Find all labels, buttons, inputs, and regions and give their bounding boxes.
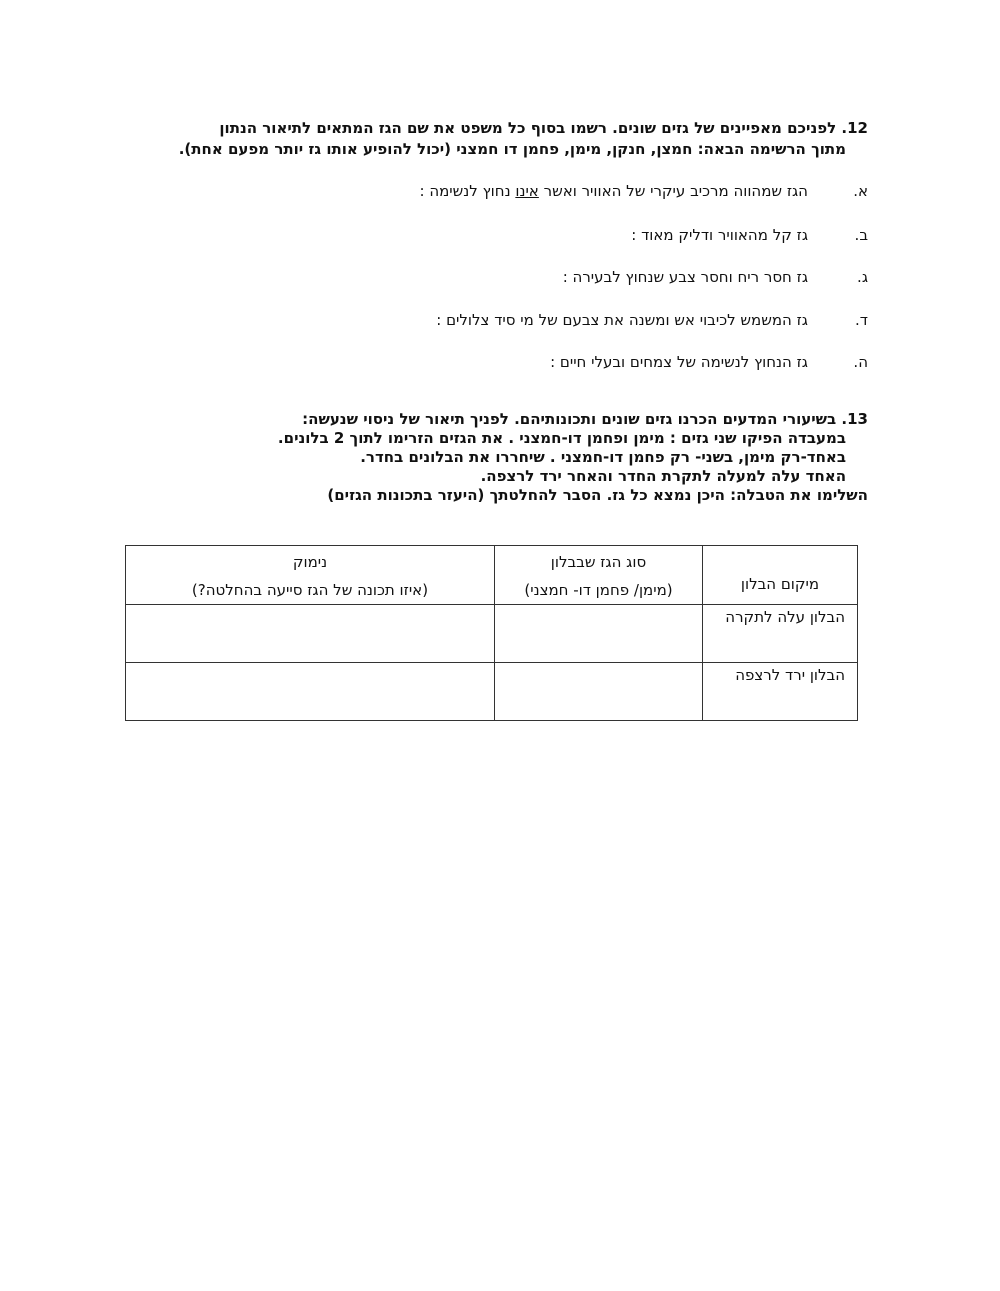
question-12 [148, 118, 868, 160]
question-13-text: בשיעורי המדעים הכרנו גזים שונים ותכונותיהם. לפניך תיאור של ניסוי שנעשה: [302, 410, 837, 428]
header-gas-type: סוג הגז שבבלון [550, 553, 647, 571]
item-letter: ב. [854, 226, 868, 244]
table-row [126, 663, 858, 721]
table-header-row [126, 546, 858, 605]
row-location-cell [703, 663, 858, 721]
item-text [420, 182, 809, 200]
header-location: מיקום הבלון [740, 575, 820, 593]
item-letter: א. [853, 182, 868, 200]
header-gas-cell [495, 546, 703, 605]
header-reason: נימוק [292, 553, 328, 571]
question-12-item-a [348, 181, 868, 201]
item-letter: ג. [857, 268, 868, 286]
item-text-before: הגז שמהווה מרכיב עיקרי של האוויר ואשר [538, 182, 808, 200]
item-text: גז חסר ריח וחסר צבע שנחוץ לבעירה : [562, 268, 808, 286]
question-13-line3: באחד-רק מימן, בשני- רק פחמן דו-חמצני . שיחררו את הבלונים בחדר. [360, 448, 846, 466]
header-gas-options: (מימן/ פחמן דו- חמצני) [524, 581, 673, 599]
balloon-table [125, 545, 858, 721]
row-location-cell [703, 605, 858, 663]
header-location-cell [703, 546, 858, 605]
row-reason-answer-cell[interactable] [126, 605, 495, 663]
question-12-number: 12. [841, 119, 868, 137]
question-12-item-c [348, 267, 868, 287]
row-reason-answer-cell[interactable] [126, 663, 495, 721]
question-12-line2: מתוך הרשימה הבאה: חמצן, חנקן, מימן, פחמן דו חמצני (יכול להופיע אותו גז יותר מפעם אחת). [178, 140, 846, 158]
question-12-text: לפניכם מאפיינים של גזים שונים. רשמו בסוף כל משפט את שם הגז המתאים לתיאור הנתון [219, 119, 837, 137]
item-text: גז הנחוץ לנשימה של צמחים ובעלי חיים : [550, 353, 808, 371]
item-letter: ד. [855, 311, 868, 329]
item-text-after: נחוץ לנשימה : [419, 182, 516, 200]
row-gas-answer-cell[interactable] [495, 663, 703, 721]
question-13-number: 13. [841, 410, 868, 428]
question-12-item-e [348, 352, 868, 372]
table-row [126, 605, 858, 663]
item-text: גז קל מהאוויר ודליק מאוד : [631, 226, 808, 244]
row-location: הבלון ירד לרצפה [735, 666, 845, 684]
question-12-item-b [348, 225, 868, 245]
question-13-line2: במעבדה הפיקו שני גזים : מימן ופחמן דו-חמצני . את הגזים הזרימו לתוך 2 בלונים. [277, 429, 846, 447]
header-reason-hint: (איזו תכונה של הגז סייעה בהחלטה?) [191, 581, 429, 599]
row-location: הבלון עלה לתקרה [725, 608, 845, 626]
header-reason-cell [126, 546, 495, 605]
item-text: גז המשמש לכיבוי אש ומשנה את צבעם של מי סיד צלולים : [436, 311, 808, 329]
row-gas-answer-cell[interactable] [495, 605, 703, 663]
question-13 [148, 410, 868, 505]
question-13-line4: האחד עלה למעלה לתקרת החדר והאחר ירד לרצפה. [480, 467, 846, 485]
question-12-line1 [148, 118, 868, 139]
question-13-line5: השלימו את הטבלה: היכן נמצא כל גז. הסבר להחלטתך (היעזר בתכונות הגזים) [327, 486, 868, 504]
question-13-line1 [148, 410, 868, 429]
item-letter: ה. [853, 353, 868, 371]
item-text-underlined: אינו [515, 182, 539, 200]
question-12-item-d [348, 310, 868, 330]
